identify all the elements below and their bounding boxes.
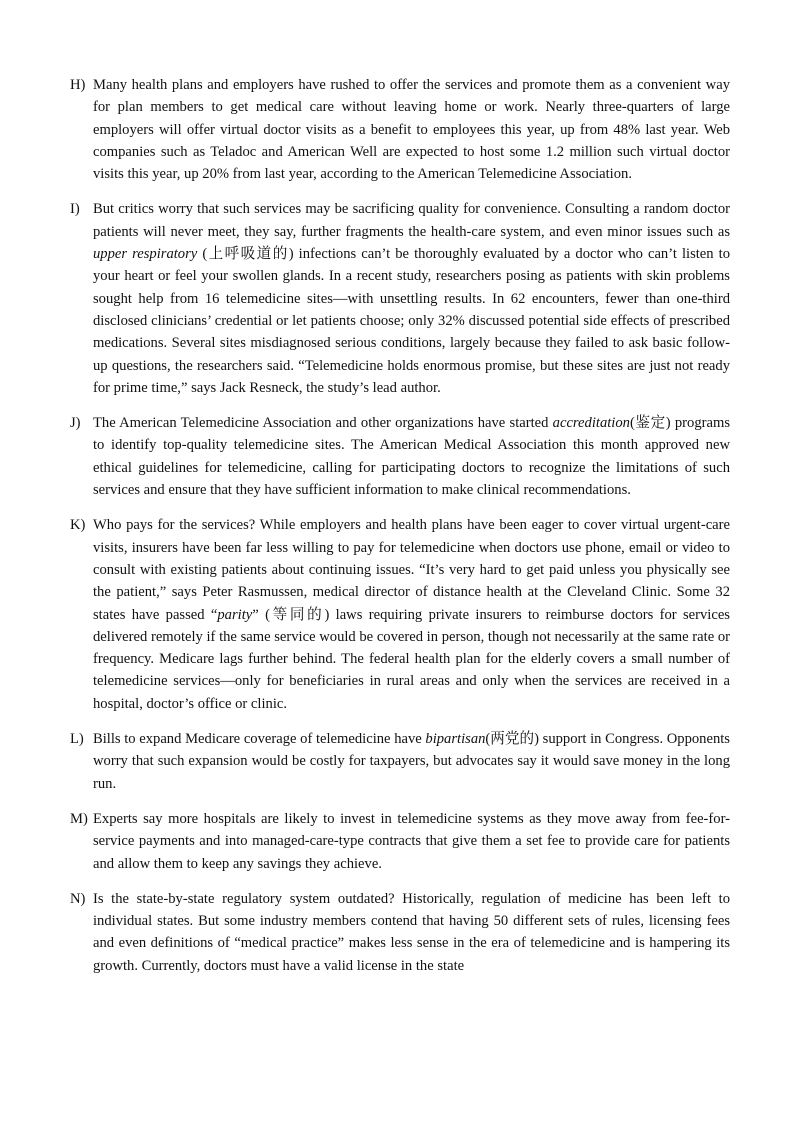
paragraph-text (93, 415, 730, 498)
paragraph-label: M) (70, 810, 88, 827)
paragraph-j (70, 412, 730, 501)
paragraph-i (70, 198, 730, 399)
italic-term: bipartisan (425, 731, 486, 748)
paragraph-text (93, 77, 730, 182)
text-segment: Bills to expand Medicare coverage of telemedicine have (93, 731, 426, 748)
paragraph-m (70, 808, 730, 875)
paragraph-text (93, 891, 730, 974)
paragraph-k (70, 514, 730, 715)
italic-term: upper respiratory (93, 246, 198, 263)
paragraph-label: I) (70, 201, 80, 218)
paragraph-label: K) (70, 517, 86, 534)
text-segment: Many health plans and employers have rushed to offer the services and promote them as a convenient way for plan members to get medical care without leaving home or work. Nearly three-quarters of large employers will offer virtual doctor visits as a benefit to employees this year, up from 48% last year. Web companies such as Teladoc and American Well are expected to host some 1.2 million such virtual doctor visits this year, up 20% from last year, according to the American Telemedicine Association. (93, 77, 730, 183)
paragraph-text (93, 201, 730, 395)
paragraph-l (70, 728, 730, 795)
text-segment: But critics worry that such services may be sacrificing quality for convenience. Consulting a random doctor patients will never meet, they say, further fragments the health-care system, and even minor issues such as (93, 201, 730, 240)
text-segment: (鉴定) programs to identify top-quality telemedicine sites. The American Medical Association this month approved new ethical guidelines for telemedicine, calling for participating doctors to recognize the limitations of such services and ensure that they have sufficient information to make clinical recommendations. (93, 415, 730, 499)
text-segment: Is the state-by-state regulatory system outdated? Historically, regulation of medicine has been left to individual states. But some industry members contend that having 50 different sets of rules, licensing fees and even definitions of “medical practice” makes less sense in the era of telemedicine and is hampering its growth. Currently, doctors must have a valid license in the state (93, 890, 730, 974)
paragraph-text (93, 811, 730, 872)
text-segment: (两党的) support in Congress. Opponents worry that such expansion would be costly for taxpayers, but advocates say it would save money in the long run. (93, 731, 730, 792)
paragraph-h (70, 74, 730, 185)
paragraph-label: J) (70, 415, 81, 432)
italic-term: accreditation (552, 415, 630, 432)
text-segment: Experts say more hospitals are likely to invest in telemedicine systems as they move away from fee-for-service payments and into managed-care-type contracts that give them a set fee to provide care for patients and allow them to keep any savings they achieve. (93, 810, 730, 872)
text-segment: The American Telemedicine Association and other organizations have started (93, 415, 553, 432)
paragraph-text (93, 731, 730, 792)
paragraph-label: N) (70, 890, 86, 907)
text-segment: (上呼吸道的) infections can’t be thoroughly evaluated by a doctor who can’t listen to your heart or feel your swollen glands. In a recent study, researchers posing as patients with skin problems sought help from 16 telemedicine sites—with unsettling results. In 62 encounters, fewer than one-third disclosed clinicians’ credential or let patients choose; only 32% discussed potential side effects of prescribed medications. Several sites misdiagnosed serious conditions, largely because they failed to ask basic follow-up questions, the researchers said. “Telemedicine holds enormous promise, but these sites are just not ready for prime time,” says Jack Resneck, the study’s lead author. (93, 246, 730, 396)
paragraph-label: L) (70, 731, 84, 748)
paragraph-n (70, 888, 730, 977)
text-segment: Who pays for the services? While employers and health plans have been eager to cover virtual urgent-care visits, insurers have been far less willing to pay for telemedicine when doctors use phone, email or video to consult with existing patients about continuing issues. “It’s very hard to get paid unless you physically see the patient,” says Peter Rasmussen, medical director of distance health at the Cleveland Clinic. Some 32 states have passed “ (93, 517, 730, 623)
paragraph-label: H) (70, 77, 86, 93)
paragraph-text (93, 517, 730, 711)
text-segment: ” (等同的) laws requiring private insurers to reimburse doctors for services delivered remotely if the same service would be covered in person, though not necessarily at the same rate or frequency. Medicare lags further behind. The federal health plan for the elderly covers a small number of telemedicine services—only for beneficiaries in rural areas and only when the services are received in a hospital, doctor’s office or clinic. (93, 606, 730, 712)
italic-term: parity (217, 606, 253, 623)
